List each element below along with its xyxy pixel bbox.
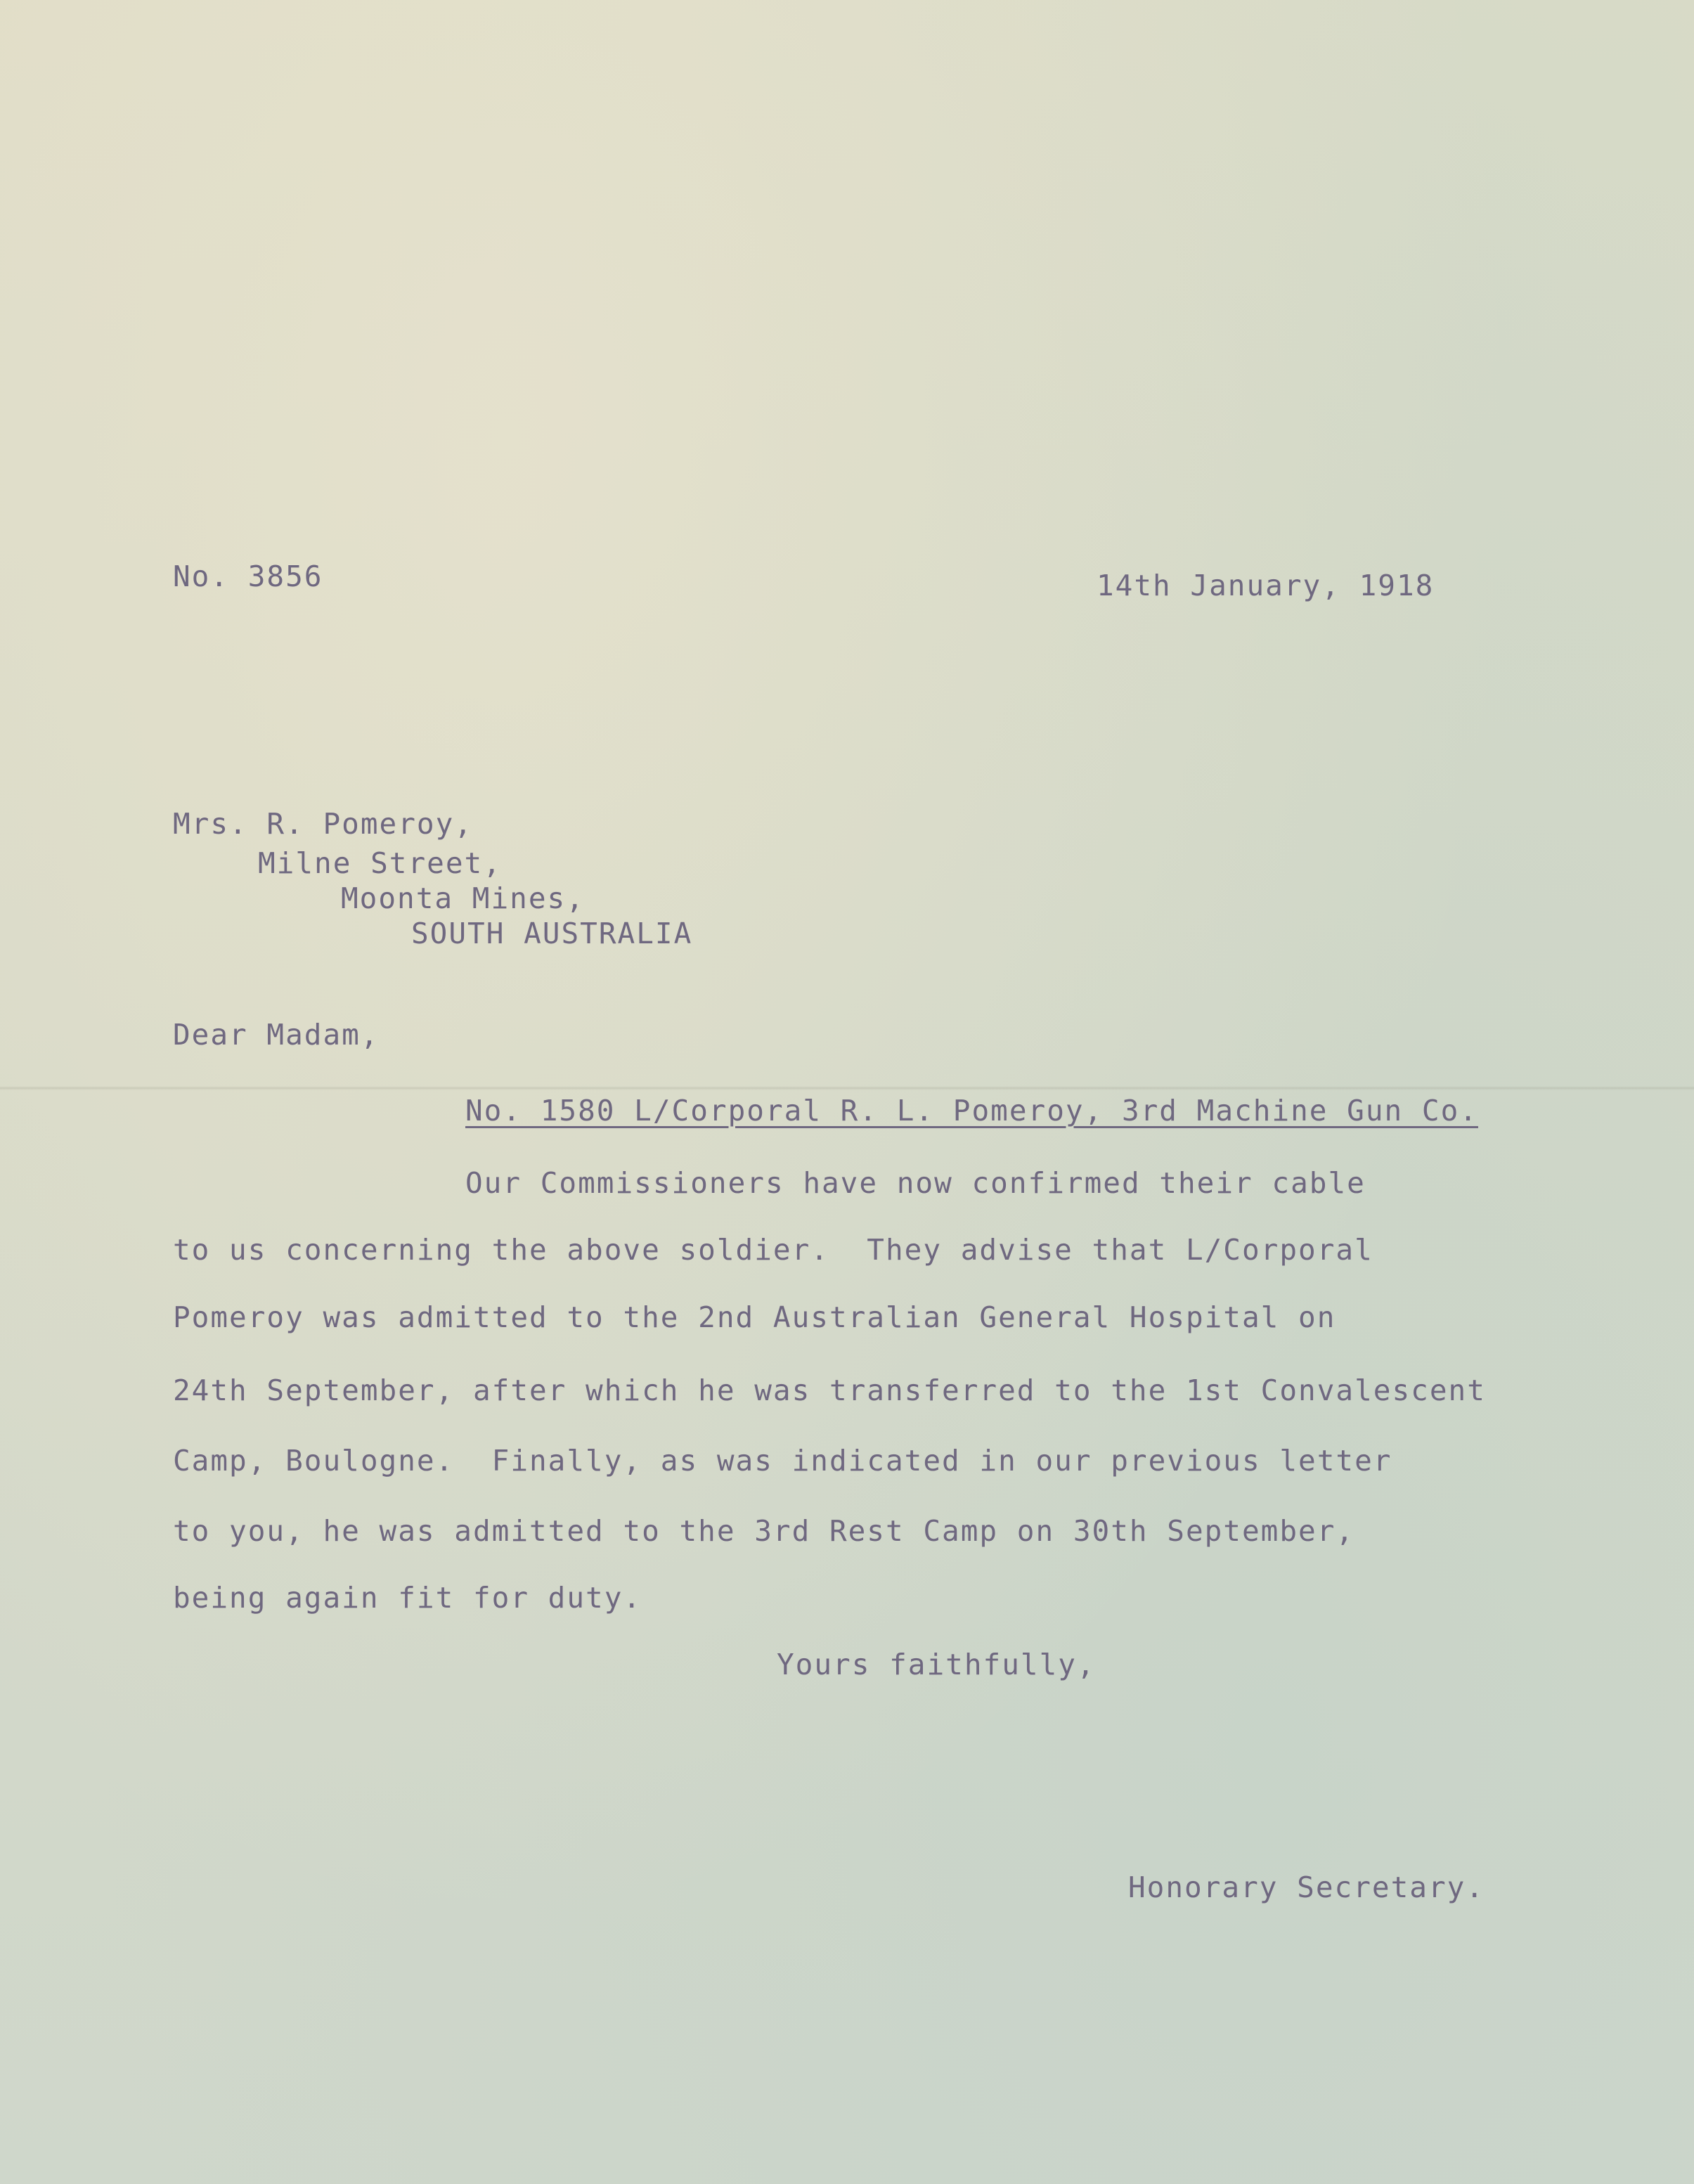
- recipient-street: Milne Street,: [258, 846, 502, 880]
- body-line-7: being again fit for duty.: [173, 1581, 642, 1615]
- paper-fold-line: [0, 1086, 1694, 1090]
- body-line-5: Camp, Boulogne. Finally, as was indicated in our previous letter: [173, 1444, 1392, 1478]
- recipient-town: Moonta Mines,: [341, 881, 585, 915]
- reference-number: No. 3856: [173, 560, 323, 593]
- recipient-name: Mrs. R. Pomeroy,: [173, 807, 473, 841]
- body-line-2: to us concerning the above soldier. They advise that L/Corporal: [173, 1233, 1373, 1267]
- subject-line: No. 1580 L/Corporal R. L. Pomeroy, 3rd Machine Gun Co.: [465, 1094, 1478, 1127]
- body-line-4: 24th September, after which he was transferred to the 1st Convalescent: [173, 1374, 1486, 1407]
- body-line-6: to you, he was admitted to the 3rd Rest Camp on 30th September,: [173, 1514, 1355, 1548]
- body-line-1: Our Commissioners have now confirmed their cable: [465, 1166, 1366, 1200]
- letter-date: 14th January, 1918: [1097, 569, 1435, 602]
- signatory-title: Honorary Secretary.: [1128, 1870, 1485, 1904]
- recipient-state: SOUTH AUSTRALIA: [411, 917, 693, 950]
- salutation: Dear Madam,: [173, 1018, 380, 1052]
- closing: Yours faithfully,: [777, 1648, 1096, 1681]
- body-line-3: Pomeroy was admitted to the 2nd Australian General Hospital on: [173, 1300, 1336, 1334]
